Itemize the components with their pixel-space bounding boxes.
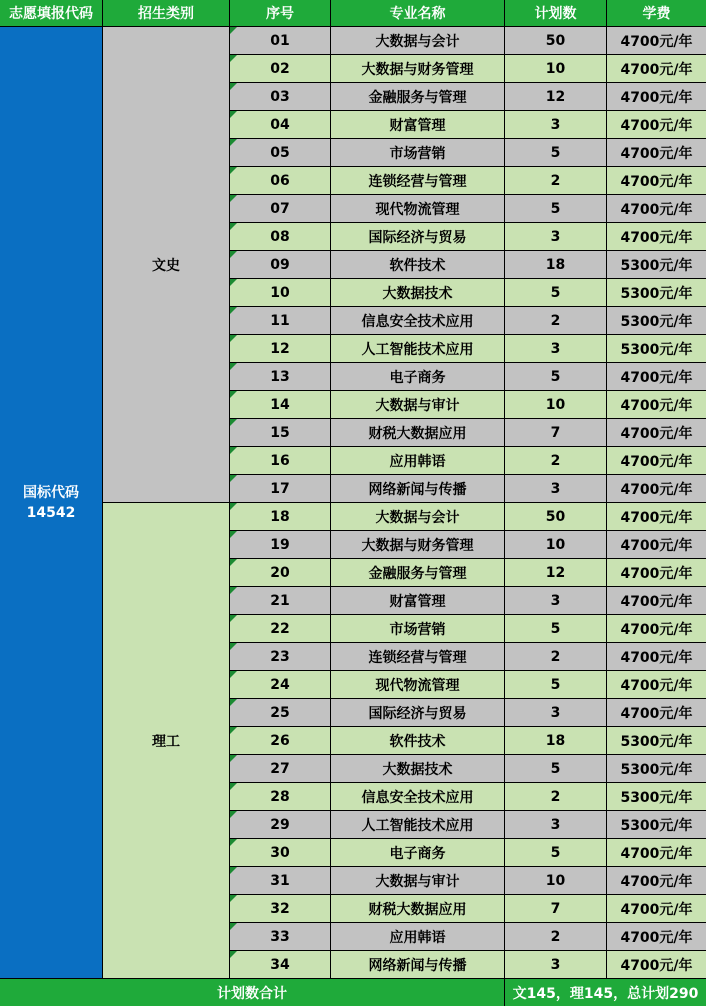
- row-plan: 5: [505, 363, 606, 390]
- row-seq: 22: [230, 615, 330, 642]
- row-plan: 12: [505, 83, 606, 110]
- row-fee: 4700元/年: [607, 951, 706, 978]
- row-major: 应用韩语: [331, 923, 504, 950]
- row-seq: 02: [230, 55, 330, 82]
- header-plan: 计划数: [505, 0, 606, 26]
- row-plan: 10: [505, 867, 606, 894]
- row-major: 财富管理: [331, 111, 504, 138]
- row-major: 大数据与财务管理: [331, 531, 504, 558]
- header-fee: 学费: [607, 0, 706, 26]
- row-plan: 3: [505, 335, 606, 362]
- row-fee: 5300元/年: [607, 811, 706, 838]
- row-major: 市场营销: [331, 139, 504, 166]
- row-major: 现代物流管理: [331, 195, 504, 222]
- footer-total-label: 计划数合计: [0, 979, 504, 1006]
- row-fee: 4700元/年: [607, 895, 706, 922]
- row-fee: 4700元/年: [607, 839, 706, 866]
- row-plan: 2: [505, 447, 606, 474]
- row-fee: 4700元/年: [607, 475, 706, 502]
- row-seq: 14: [230, 391, 330, 418]
- row-fee: 4700元/年: [607, 83, 706, 110]
- row-major: 软件技术: [331, 727, 504, 754]
- row-fee: 4700元/年: [607, 923, 706, 950]
- row-plan: 10: [505, 55, 606, 82]
- header-major: 专业名称: [331, 0, 504, 26]
- row-fee: 4700元/年: [607, 559, 706, 586]
- row-seq: 09: [230, 251, 330, 278]
- row-major: 网络新闻与传播: [331, 475, 504, 502]
- row-major: 金融服务与管理: [331, 83, 504, 110]
- row-major: 应用韩语: [331, 447, 504, 474]
- row-major: 电子商务: [331, 839, 504, 866]
- row-major: 财富管理: [331, 587, 504, 614]
- row-major: 国际经济与贸易: [331, 223, 504, 250]
- row-major: 大数据与财务管理: [331, 55, 504, 82]
- row-fee: 4700元/年: [607, 447, 706, 474]
- row-major: 金融服务与管理: [331, 559, 504, 586]
- row-seq: 19: [230, 531, 330, 558]
- row-seq: 07: [230, 195, 330, 222]
- row-seq: 01: [230, 27, 330, 54]
- row-plan: 18: [505, 727, 606, 754]
- row-fee: 4700元/年: [607, 27, 706, 54]
- row-plan: 5: [505, 615, 606, 642]
- row-seq: 15: [230, 419, 330, 446]
- row-major: 连锁经营与管理: [331, 167, 504, 194]
- row-seq: 21: [230, 587, 330, 614]
- row-plan: 3: [505, 475, 606, 502]
- row-plan: 3: [505, 223, 606, 250]
- row-fee: 4700元/年: [607, 55, 706, 82]
- row-fee: 4700元/年: [607, 139, 706, 166]
- row-major: 人工智能技术应用: [331, 335, 504, 362]
- row-plan: 3: [505, 951, 606, 978]
- row-seq: 08: [230, 223, 330, 250]
- row-fee: 4700元/年: [607, 867, 706, 894]
- row-seq: 30: [230, 839, 330, 866]
- row-fee: 4700元/年: [607, 503, 706, 530]
- row-fee: 5300元/年: [607, 307, 706, 334]
- row-seq: 28: [230, 783, 330, 810]
- row-plan: 7: [505, 895, 606, 922]
- row-seq: 24: [230, 671, 330, 698]
- row-major: 连锁经营与管理: [331, 643, 504, 670]
- row-fee: 5300元/年: [607, 755, 706, 782]
- row-seq: 25: [230, 699, 330, 726]
- row-major: 信息安全技术应用: [331, 307, 504, 334]
- row-major: 大数据与审计: [331, 391, 504, 418]
- row-plan: 10: [505, 391, 606, 418]
- row-seq: 10: [230, 279, 330, 306]
- row-fee: 5300元/年: [607, 727, 706, 754]
- row-seq: 20: [230, 559, 330, 586]
- row-fee: 4700元/年: [607, 643, 706, 670]
- row-major: 财税大数据应用: [331, 895, 504, 922]
- row-fee: 4700元/年: [607, 531, 706, 558]
- row-seq: 12: [230, 335, 330, 362]
- row-plan: 5: [505, 839, 606, 866]
- header-seq: 序号: [230, 0, 330, 26]
- row-major: 大数据技术: [331, 755, 504, 782]
- row-seq: 18: [230, 503, 330, 530]
- row-plan: 2: [505, 307, 606, 334]
- row-plan: 3: [505, 111, 606, 138]
- row-major: 电子商务: [331, 363, 504, 390]
- header-category: 招生类别: [103, 0, 229, 26]
- category-science-engineering: 理工: [103, 503, 229, 978]
- row-major: 市场营销: [331, 615, 504, 642]
- row-plan: 2: [505, 167, 606, 194]
- row-major: 大数据与会计: [331, 503, 504, 530]
- row-fee: 4700元/年: [607, 419, 706, 446]
- row-plan: 7: [505, 419, 606, 446]
- row-seq: 33: [230, 923, 330, 950]
- row-seq: 26: [230, 727, 330, 754]
- row-major: 网络新闻与传播: [331, 951, 504, 978]
- row-fee: 4700元/年: [607, 167, 706, 194]
- row-fee: 4700元/年: [607, 223, 706, 250]
- row-seq: 03: [230, 83, 330, 110]
- row-plan: 5: [505, 195, 606, 222]
- row-plan: 50: [505, 27, 606, 54]
- row-fee: 5300元/年: [607, 783, 706, 810]
- row-seq: 04: [230, 111, 330, 138]
- row-plan: 50: [505, 503, 606, 530]
- row-plan: 2: [505, 923, 606, 950]
- row-seq: 32: [230, 895, 330, 922]
- row-fee: 4700元/年: [607, 615, 706, 642]
- row-fee: 4700元/年: [607, 111, 706, 138]
- header-code: 志愿填报代码: [0, 0, 102, 26]
- row-fee: 4700元/年: [607, 195, 706, 222]
- row-seq: 05: [230, 139, 330, 166]
- row-major: 国际经济与贸易: [331, 699, 504, 726]
- row-fee: 5300元/年: [607, 279, 706, 306]
- row-fee: 4700元/年: [607, 391, 706, 418]
- row-seq: 23: [230, 643, 330, 670]
- row-seq: 27: [230, 755, 330, 782]
- row-seq: 34: [230, 951, 330, 978]
- row-major: 人工智能技术应用: [331, 811, 504, 838]
- row-fee: 4700元/年: [607, 587, 706, 614]
- row-plan: 2: [505, 783, 606, 810]
- row-plan: 5: [505, 671, 606, 698]
- row-fee: 5300元/年: [607, 251, 706, 278]
- row-fee: 4700元/年: [607, 671, 706, 698]
- row-seq: 31: [230, 867, 330, 894]
- row-major: 大数据与会计: [331, 27, 504, 54]
- row-fee: 4700元/年: [607, 363, 706, 390]
- code-value: 14542: [26, 504, 76, 521]
- row-seq: 13: [230, 363, 330, 390]
- row-plan: 10: [505, 531, 606, 558]
- row-seq: 11: [230, 307, 330, 334]
- code-label: 国标代码: [23, 484, 79, 501]
- footer-total-summary: 文145，理145，总计划290: [505, 979, 706, 1006]
- row-plan: 12: [505, 559, 606, 586]
- row-plan: 3: [505, 587, 606, 614]
- row-plan: 3: [505, 811, 606, 838]
- row-fee: 5300元/年: [607, 335, 706, 362]
- row-plan: 5: [505, 755, 606, 782]
- row-seq: 16: [230, 447, 330, 474]
- row-major: 软件技术: [331, 251, 504, 278]
- row-plan: 2: [505, 643, 606, 670]
- category-liberal-arts: 文史: [103, 27, 229, 502]
- row-plan: 5: [505, 279, 606, 306]
- row-fee: 4700元/年: [607, 699, 706, 726]
- row-plan: 3: [505, 699, 606, 726]
- row-seq: 29: [230, 811, 330, 838]
- row-major: 现代物流管理: [331, 671, 504, 698]
- row-seq: 06: [230, 167, 330, 194]
- row-major: 大数据与审计: [331, 867, 504, 894]
- row-major: 财税大数据应用: [331, 419, 504, 446]
- row-major: 信息安全技术应用: [331, 783, 504, 810]
- national-code-cell: [0, 27, 102, 978]
- row-seq: 17: [230, 475, 330, 502]
- row-plan: 5: [505, 139, 606, 166]
- row-major: 大数据技术: [331, 279, 504, 306]
- row-plan: 18: [505, 251, 606, 278]
